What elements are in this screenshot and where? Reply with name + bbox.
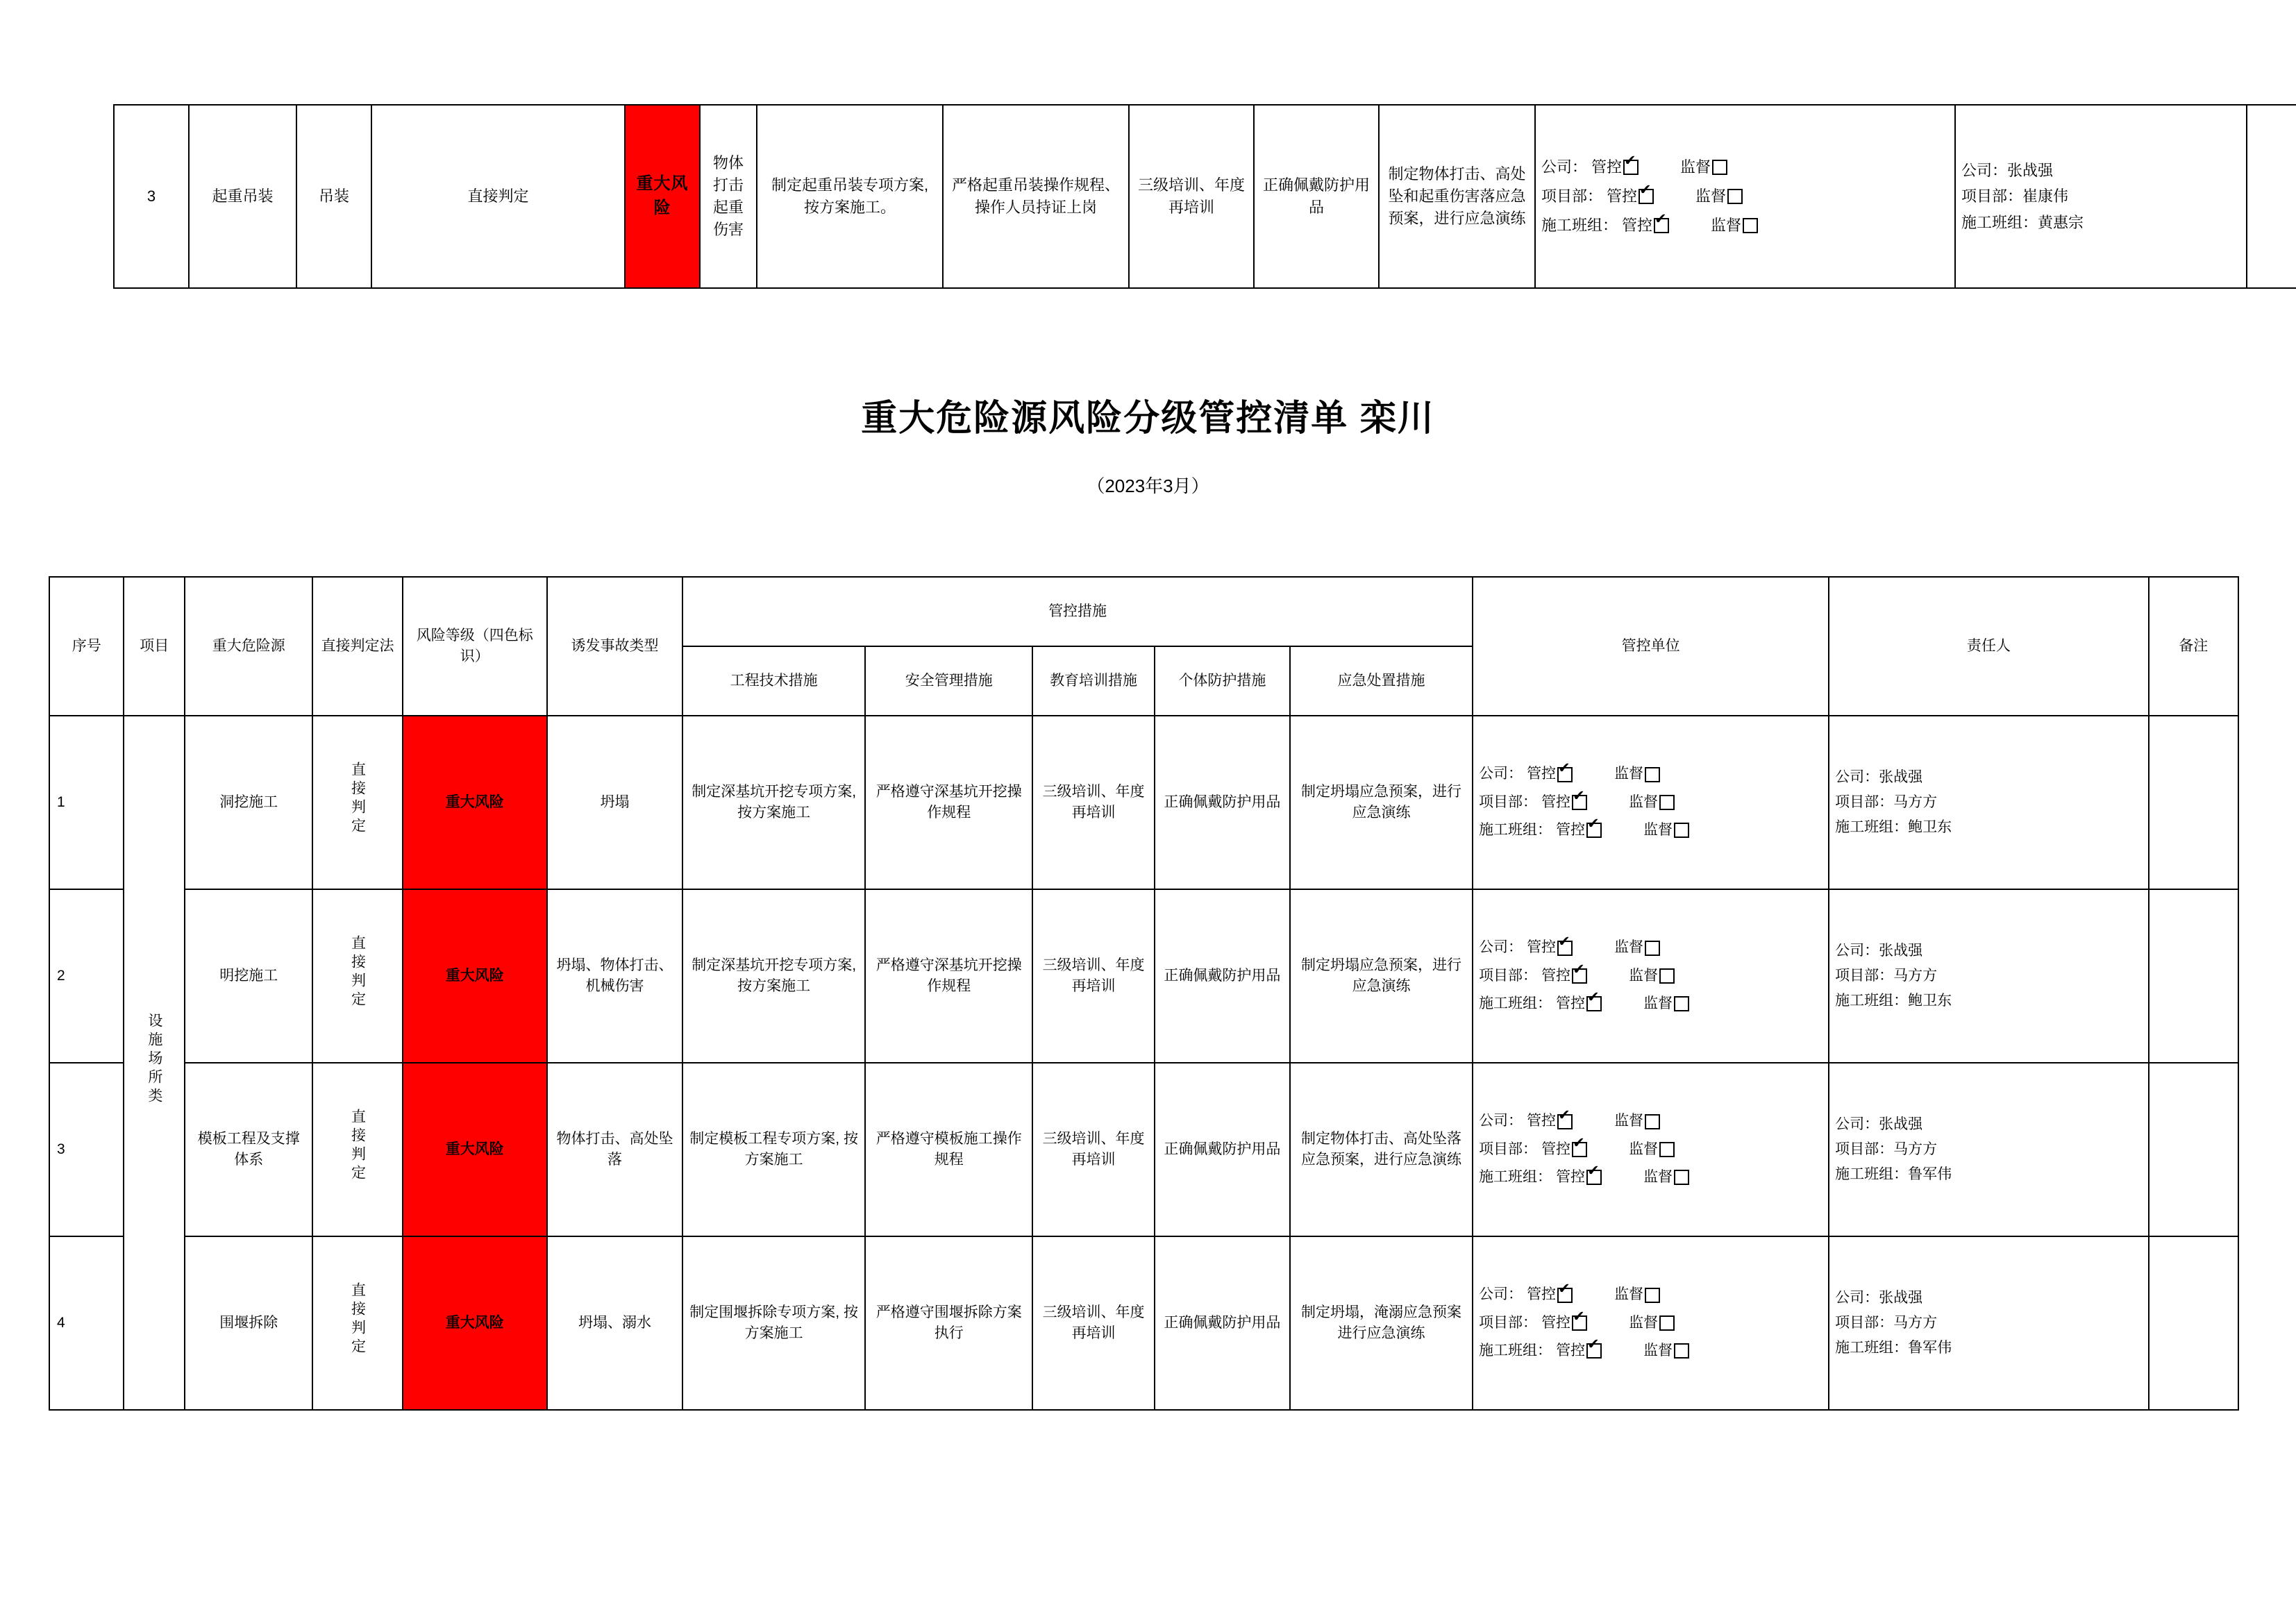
cell-emergency: 制定坍塌，淹溺应急预案进行应急演练 (1290, 1236, 1473, 1410)
supervise-text: 监督 (1643, 1169, 1673, 1186)
supervise-text: 监督 (1643, 995, 1673, 1012)
cell-remark (2149, 1063, 2238, 1236)
cell-ppe: 正确佩戴防护用品 (1155, 716, 1290, 889)
cell-accident-type: 坍塌、物体打击、机械伤害 (547, 889, 682, 1063)
cell-control-unit (1473, 889, 1829, 1063)
control-unit-row (1479, 1340, 1822, 1361)
control-unit-label: 项目部： (1479, 1141, 1538, 1157)
responsible-line: 公司：张战强 (1835, 1290, 1923, 1306)
responsible-line: 公司：张战强 (1961, 161, 2054, 179)
cell-judgement-method (312, 889, 402, 1063)
header-judgement-method: 直接判定法 (312, 577, 402, 716)
control-text: 管控 (1527, 766, 1557, 782)
cell-seq: 3 (114, 105, 189, 288)
cell-responsible-person (1955, 105, 2247, 288)
control-checkbox[interactable] (1572, 1315, 1587, 1331)
responsible-line: 项目部：马方方 (1835, 968, 1938, 984)
supervise-checkbox[interactable] (1674, 823, 1689, 838)
control-checkbox[interactable] (1586, 996, 1602, 1011)
cell-engineering: 制定模板工程专项方案, 按方案施工 (682, 1063, 865, 1236)
cell-safety-mgmt: 严格遵守围堰拆除方案执行 (865, 1236, 1032, 1410)
supervise-checkbox[interactable] (1659, 795, 1675, 810)
control-unit-label: 施工班组： (1479, 995, 1552, 1012)
responsible-line: 公司：张战强 (1835, 1116, 1923, 1133)
cell-remark (2149, 889, 2238, 1063)
cell-judgement-method: 直接判定 (371, 105, 625, 288)
cell-hazard-source: 模板工程及支撑体系 (185, 1063, 312, 1236)
cell-ppe-measure: 正确佩戴防护用品 (1254, 105, 1379, 288)
cell-remark (2149, 1236, 2238, 1410)
control-text: 管控 (1527, 939, 1557, 956)
control-checkbox[interactable] (1557, 1288, 1573, 1303)
main-table-container (49, 576, 2239, 1411)
control-checkbox[interactable] (1586, 1343, 1602, 1359)
responsible-line: 施工班组：鲁军伟 (1835, 1166, 1952, 1182)
cell-education-measure: 三级培训、年度再培训 (1129, 105, 1254, 288)
supervise-checkbox[interactable] (1674, 1170, 1689, 1185)
cell-responsible-person (1829, 716, 2148, 889)
control-unit-row (1541, 215, 1949, 237)
supervise-text: 监督 (1629, 1141, 1659, 1157)
responsible-line: 项目部：马方方 (1835, 794, 1938, 811)
control-text: 管控 (1556, 1343, 1586, 1359)
supervise-checkbox[interactable] (1645, 767, 1660, 782)
risk-control-table (49, 576, 2239, 1411)
cell-project: 起重吊装 (189, 105, 296, 288)
cell-engineering-measure: 制定起重吊装专项方案, 按方案施工。 (757, 105, 943, 288)
supervise-text: 监督 (1614, 766, 1644, 782)
header-risk-level: 风险等级（四色标识） (403, 577, 547, 716)
cell-ppe: 正确佩戴防护用品 (1155, 1236, 1290, 1410)
supervise-text: 监督 (1695, 187, 1727, 205)
cell-education: 三级培训、年度再培训 (1032, 1063, 1154, 1236)
responsible-line: 项目部：马方方 (1835, 1141, 1938, 1158)
cell-ppe: 正确佩戴防护用品 (1155, 889, 1290, 1063)
cell-risk-level: 重大风险 (403, 716, 547, 889)
control-checkbox[interactable] (1557, 1114, 1573, 1129)
control-unit-label: 项目部： (1479, 793, 1538, 810)
cell-responsible-person (1829, 889, 2148, 1063)
control-text: 管控 (1607, 187, 1638, 205)
control-unit-label: 施工班组： (1479, 822, 1552, 839)
control-unit-label: 项目部： (1541, 187, 1603, 205)
cell-ppe: 正确佩戴防护用品 (1155, 1063, 1290, 1236)
control-unit-row (1479, 1111, 1822, 1132)
table-row (49, 1236, 2238, 1410)
responsible-line: 公司：张战强 (1835, 943, 1923, 959)
header-seq: 序号 (49, 577, 124, 716)
table-row (49, 716, 2238, 889)
cell-engineering: 制定深基坑开挖专项方案, 按方案施工 (682, 889, 865, 1063)
responsible-line: 施工班组：鲁军伟 (1835, 1339, 1952, 1356)
judgement-text: 直接判定 (349, 935, 366, 1011)
supervise-text: 监督 (1614, 1113, 1644, 1129)
control-text: 管控 (1541, 793, 1571, 810)
control-text: 管控 (1527, 1113, 1557, 1129)
cell-seq: 1 (49, 716, 124, 889)
responsible-line: 项目部：崔康伟 (1961, 187, 2069, 205)
control-unit-label: 公司： (1479, 1286, 1523, 1303)
supervise-checkbox[interactable] (1645, 1114, 1660, 1129)
control-checkbox[interactable] (1557, 767, 1573, 782)
control-checkbox[interactable] (1572, 968, 1587, 984)
cell-safety-measure: 严格起重吊装操作规程、操作人员持证上岗 (943, 105, 1129, 288)
supervise-checkbox[interactable] (1659, 968, 1675, 984)
control-unit-row (1479, 993, 1822, 1014)
cell-safety-mgmt: 严格遵守深基坑开挖操作规程 (865, 716, 1032, 889)
header-engineering: 工程技术措施 (682, 646, 865, 716)
table-row (114, 105, 2296, 288)
control-unit-label: 公司： (1479, 766, 1523, 782)
cell-control-unit (1473, 1236, 1829, 1410)
cell-emergency: 制定坍塌应急预案，进行应急演练 (1290, 889, 1473, 1063)
control-text: 管控 (1541, 1314, 1571, 1331)
header-project: 项目 (124, 577, 185, 716)
cell-judgement-method (312, 1063, 402, 1236)
cell-accident-type: 坍塌、溺水 (547, 1236, 682, 1410)
responsible-line: 施工班组：鲍卫东 (1835, 818, 1952, 835)
control-text: 管控 (1622, 216, 1653, 234)
cell-hazard-source: 明挖施工 (185, 889, 312, 1063)
cell-engineering: 制定深基坑开挖专项方案, 按方案施工 (682, 716, 865, 889)
cell-risk-level: 重大风险 (625, 105, 700, 288)
judgement-text: 直接判定 (349, 762, 366, 837)
supervise-checkbox[interactable] (1674, 996, 1689, 1011)
control-unit-label: 项目部： (1479, 967, 1538, 984)
control-text: 管控 (1541, 1141, 1571, 1157)
cell-seq: 3 (49, 1063, 124, 1236)
cell-accident-type: 坍塌 (547, 716, 682, 889)
cell-control-unit (1473, 1063, 1829, 1236)
header-responsible: 责任人 (1829, 577, 2148, 716)
supervise-checkbox[interactable] (1674, 1343, 1689, 1359)
control-checkbox[interactable] (1639, 189, 1654, 204)
cell-judgement-method (312, 1236, 402, 1410)
control-text: 管控 (1556, 995, 1586, 1012)
supervise-text: 监督 (1629, 1314, 1659, 1331)
cell-project-group (124, 716, 185, 1410)
supervise-text: 监督 (1643, 1343, 1673, 1359)
supervise-text: 监督 (1629, 793, 1659, 810)
cell-control-unit (1473, 716, 1829, 889)
header-control-measures: 管控措施 (682, 577, 1473, 646)
cell-emergency: 制定物体打击、高处坠落应急预案，进行应急演练 (1290, 1063, 1473, 1236)
control-unit-row (1541, 156, 1949, 178)
cell-accident-type: 物体打击起重伤害 (700, 105, 757, 288)
control-unit-label: 施工班组： (1479, 1343, 1552, 1359)
cell-seq: 2 (49, 889, 124, 1063)
control-unit-row (1479, 1284, 1822, 1305)
responsible-line: 项目部：马方方 (1835, 1315, 1938, 1331)
table-header-row (49, 577, 2238, 646)
cell-risk-level: 重大风险 (403, 1063, 547, 1236)
header-hazard-source: 重大危险源 (185, 577, 312, 716)
supervise-checkbox[interactable] (1712, 160, 1727, 175)
cell-responsible-person (1829, 1236, 2148, 1410)
header-ppe: 个体防护措施 (1155, 646, 1290, 716)
control-unit-label: 项目部： (1479, 1314, 1538, 1331)
control-checkbox[interactable] (1586, 823, 1602, 838)
cell-safety-mgmt: 严格遵守模板施工操作规程 (865, 1063, 1032, 1236)
cell-risk-level: 重大风险 (403, 1236, 547, 1410)
control-checkbox[interactable] (1557, 941, 1573, 956)
control-unit-row (1479, 820, 1822, 841)
responsible-line: 施工班组：鲍卫东 (1835, 992, 1952, 1009)
header-safety-mgmt: 安全管理措施 (865, 646, 1032, 716)
supervise-checkbox[interactable] (1743, 218, 1758, 233)
supervise-text: 监督 (1629, 967, 1659, 984)
judgement-text: 直接判定 (349, 1282, 366, 1358)
supervise-checkbox[interactable] (1659, 1315, 1675, 1331)
cell-control-unit (1535, 105, 1955, 288)
cell-education: 三级培训、年度再培训 (1032, 716, 1154, 889)
supervise-text: 监督 (1711, 216, 1742, 234)
control-checkbox[interactable] (1572, 795, 1587, 810)
cell-remark (2247, 105, 2296, 288)
control-unit-row (1479, 1139, 1822, 1160)
header-education: 教育培训措施 (1032, 646, 1154, 716)
control-unit-label: 施工班组： (1479, 1169, 1552, 1186)
supervise-text: 监督 (1643, 822, 1673, 839)
supervise-text: 监督 (1680, 158, 1711, 176)
control-checkbox[interactable] (1623, 160, 1639, 175)
table-row (49, 1063, 2238, 1236)
header-accident-type: 诱发事故类型 (547, 577, 682, 716)
control-unit-label: 施工班组： (1541, 216, 1618, 234)
cell-risk-level: 重大风险 (403, 889, 547, 1063)
responsible-line: 公司：张战强 (1835, 769, 1923, 786)
control-unit-row (1479, 764, 1822, 784)
top-fragment-table-container (113, 104, 2186, 289)
supervise-checkbox[interactable] (1659, 1142, 1675, 1157)
control-text: 管控 (1556, 1169, 1586, 1186)
control-unit-row (1479, 1313, 1822, 1334)
control-unit-row (1479, 937, 1822, 958)
control-text: 管控 (1556, 822, 1586, 839)
control-unit-label: 公司： (1541, 158, 1588, 176)
supervise-checkbox[interactable] (1645, 1288, 1660, 1303)
cell-education: 三级培训、年度再培训 (1032, 1236, 1154, 1410)
control-checkbox[interactable] (1586, 1170, 1602, 1185)
control-text: 管控 (1541, 967, 1571, 984)
supervise-checkbox[interactable] (1727, 189, 1743, 204)
control-text: 管控 (1591, 158, 1623, 176)
cell-safety-mgmt: 严格遵守深基坑开挖操作规程 (865, 889, 1032, 1063)
control-unit-row (1479, 1167, 1822, 1188)
cell-judgement-method (312, 716, 402, 889)
supervise-text: 监督 (1614, 1286, 1644, 1303)
control-text: 管控 (1527, 1286, 1557, 1303)
cell-hazard-source: 围堰拆除 (185, 1236, 312, 1410)
judgement-text: 直接判定 (349, 1109, 366, 1184)
page-subtitle: （2023年3月） (1087, 476, 1209, 496)
top-fragment-table (113, 104, 2296, 289)
cell-engineering: 制定围堰拆除专项方案, 按方案施工 (682, 1236, 865, 1410)
supervise-checkbox[interactable] (1645, 941, 1660, 956)
cell-seq: 4 (49, 1236, 124, 1410)
control-checkbox[interactable] (1654, 218, 1669, 233)
header-remark: 备注 (2149, 577, 2238, 716)
control-checkbox[interactable] (1572, 1142, 1587, 1157)
page-title: 重大危险源风险分级管控清单 栾川 (861, 398, 1435, 439)
cell-hazard-source: 洞挖施工 (185, 716, 312, 889)
supervise-text: 监督 (1614, 939, 1644, 956)
header-control-unit: 管控单位 (1473, 577, 1829, 716)
table-row (49, 889, 2238, 1063)
control-unit-row (1479, 966, 1822, 986)
control-unit-label: 公司： (1479, 939, 1523, 956)
cell-emergency: 制定坍塌应急预案，进行应急演练 (1290, 716, 1473, 889)
cell-hazard-source: 吊装 (296, 105, 371, 288)
cell-responsible-person (1829, 1063, 2148, 1236)
control-unit-label: 公司： (1479, 1113, 1523, 1129)
cell-accident-type: 物体打击、高处坠落 (547, 1063, 682, 1236)
header-emergency: 应急处置措施 (1290, 646, 1473, 716)
cell-emergency-measure: 制定物体打击、高处坠和起重伤害落应急预案，进行应急演练 (1379, 105, 1535, 288)
cell-education: 三级培训、年度再培训 (1032, 889, 1154, 1063)
cell-remark (2149, 716, 2238, 889)
responsible-line: 施工班组：黄惠宗 (1961, 213, 2084, 231)
project-group-label: 设施场所类 (146, 1012, 162, 1107)
control-unit-row (1479, 792, 1822, 813)
control-unit-row (1541, 185, 1949, 208)
